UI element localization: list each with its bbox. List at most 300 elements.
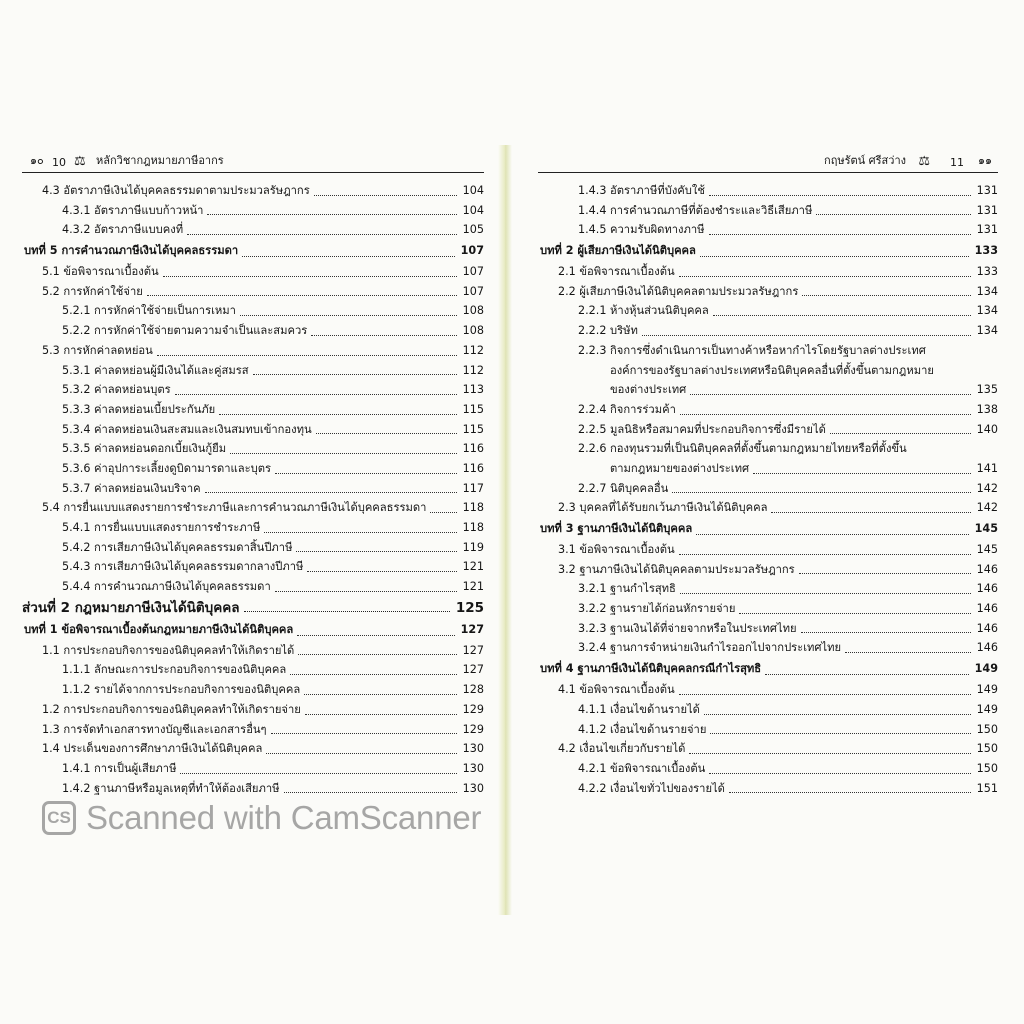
toc-entry [538, 361, 998, 381]
toc-entry-number: บทที่ 2 [540, 244, 574, 258]
toc-entry-text: ข้อพิจารณาเบื้องต้น [610, 761, 706, 775]
dotted-leader [430, 512, 457, 513]
toc-page-number: 149 [976, 683, 998, 697]
dotted-leader [704, 714, 971, 715]
dotted-leader [266, 753, 457, 754]
book-title: หลักวิชากฎหมายภาษีอากร [96, 154, 224, 167]
toc-entry-title [62, 660, 286, 680]
toc-entry-text: อัตราภาษีแบบคงที่ [94, 223, 184, 237]
toc-entry-title [578, 439, 907, 459]
toc-page-number: 134 [976, 284, 998, 298]
toc-entry-text: ฐานภาษีเงินได้นิติบุคคลกรณีกำไรสุทธิ [577, 662, 762, 676]
toc-entry-text: บุคคลที่ได้รับยกเว้นภาษีเงินได้นิติบุคคล [579, 501, 768, 515]
toc-entry-number: 4.1.1 [578, 702, 607, 716]
toc-entry-title [578, 301, 709, 321]
toc-entry [22, 420, 484, 440]
toc-page-number: 128 [462, 683, 484, 697]
toc-entry-text: ฐานภาษีหรือมูลเหตุที่ทำให้ต้องเสียภาษี [94, 781, 280, 795]
toc-entry-title [62, 321, 307, 341]
toc-page-number: 104 [462, 184, 484, 197]
toc-page-number: 116 [462, 442, 484, 456]
toc-entry-text: การหักค่าใช้จ่ายเป็นการเหมา [94, 304, 236, 318]
dotted-leader [290, 674, 457, 675]
toc-entry [538, 181, 998, 201]
dotted-leader [709, 773, 971, 774]
dotted-leader [710, 733, 971, 734]
toc-entry-number: 5.3.1 [62, 363, 91, 377]
toc-entry-title [42, 181, 310, 201]
dotted-leader [187, 234, 457, 235]
dotted-leader [816, 214, 971, 215]
left-page [22, 150, 484, 910]
toc-entry-title [62, 439, 226, 459]
toc-entry-title [62, 201, 203, 221]
dotted-leader [271, 733, 457, 734]
dotted-leader [700, 256, 969, 257]
toc-entry-title [578, 619, 797, 639]
toc-entry [22, 439, 484, 459]
toc-entry [22, 341, 484, 361]
toc-entry-text: ห้างหุ้นส่วนนิติบุคคล [610, 304, 709, 318]
toc-entry-text: การคำนวณภาษีเงินได้บุคคลธรรมดา [94, 580, 271, 594]
toc-entry-text: การประกอบกิจการของนิติบุคคลทำให้เกิดรายจ่าย [63, 702, 301, 716]
toc-entry [22, 459, 484, 479]
dotted-leader [689, 753, 971, 754]
toc-entry [538, 779, 998, 799]
toc-entry-number: 2.2.5 [578, 422, 607, 436]
toc-entry [22, 240, 484, 262]
toc-page-number: 129 [462, 722, 484, 736]
toc-entry-number: 4.3.1 [62, 203, 91, 217]
toc-entry-text: รายได้จากการประกอบกิจการของนิติบุคคล [94, 683, 301, 697]
toc-entry-text: การคำนวณภาษีที่ต้องชำระและวิธีเสียภาษี [610, 203, 813, 217]
toc-entry-text: ข้อพิจารณาเบื้องต้น [579, 265, 675, 279]
dotted-leader [311, 335, 457, 336]
toc-entry [538, 201, 998, 221]
toc-page-number: 129 [462, 702, 484, 716]
toc-entry-title [62, 557, 303, 577]
camscanner-logo-icon: CS [42, 801, 76, 835]
toc-entry-number: 4.3 [42, 184, 60, 197]
toc-page-number: 121 [462, 560, 484, 574]
toc-page-number: 121 [462, 580, 484, 594]
toc-entry-text: ค่าลดหย่อนผู้มีเงินได้และคู่สมรส [94, 363, 249, 377]
toc-entry-title [42, 341, 153, 361]
toc-entry [22, 201, 484, 221]
toc-entry-title [558, 282, 798, 302]
toc-entry [22, 321, 484, 341]
dotted-leader [801, 632, 971, 633]
toc-page-number: 146 [976, 641, 998, 655]
toc-page-number: 149 [976, 702, 998, 716]
toc-entry-text: กิจการร่วมค้า [610, 402, 676, 416]
toc-entry [22, 181, 484, 201]
toc-entry-text: บริษัท [610, 324, 638, 338]
book-gutter [498, 145, 512, 915]
toc-page-number: 112 [462, 343, 484, 357]
dotted-leader [679, 276, 971, 277]
toc-entry-title [610, 380, 686, 400]
toc-entry [538, 658, 998, 680]
toc-entry [538, 680, 998, 700]
toc-entry-number: 4.3.2 [62, 223, 91, 237]
toc-entry-number: 1.1.1 [62, 663, 91, 677]
toc-entry [22, 282, 484, 302]
toc-entry-title [62, 301, 236, 321]
toc-entry-number: 2.2 [558, 284, 576, 298]
toc-entry [538, 301, 998, 321]
toc-entry-number: 1.2 [42, 702, 60, 716]
toc-entry-title [540, 518, 692, 540]
toc-page-number: 125 [455, 599, 484, 616]
toc-entry-title [610, 459, 749, 479]
toc-entry [22, 680, 484, 700]
toc-entry-title [578, 341, 926, 361]
toc-entry [538, 400, 998, 420]
toc-entry-text: การยื่นแบบแสดงรายการชำระภาษีและการคำนวณภาษีเงินได้บุคคลธรรมดา [63, 501, 427, 515]
toc-entry [538, 341, 998, 361]
toc-entry [538, 638, 998, 658]
toc-page-number: 119 [462, 540, 484, 554]
toc-page-number: 116 [462, 461, 484, 475]
toc-entry-text: ค่าลดหย่อนเงินบริจาค [94, 481, 201, 495]
toc-entry-text: ข้อพิจารณาเบื้องต้นกฎหมายภาษีเงินได้นิติบุคคล [61, 622, 294, 636]
toc-entry-title [62, 220, 183, 240]
dotted-leader [175, 394, 457, 395]
page-number-thai: ๑๐ [30, 154, 44, 167]
toc-entry [538, 560, 998, 580]
toc-entry-number: 5.3.2 [62, 383, 91, 397]
toc-entry [22, 700, 484, 720]
toc-entry-text: ข้อพิจารณาเบื้องต้น [579, 683, 675, 697]
toc-entry-title [558, 560, 795, 580]
scales-of-justice-icon: ⚖ [74, 154, 86, 169]
toc-entry [22, 759, 484, 779]
toc-entry [538, 739, 998, 759]
toc-page-number: 142 [976, 501, 998, 515]
toc-page-number: 131 [976, 184, 998, 197]
toc-entry [22, 498, 484, 518]
toc-entry-title [578, 479, 668, 499]
dotted-leader [316, 433, 457, 434]
toc-entry-title [578, 321, 638, 341]
toc-entry-title [24, 619, 293, 641]
toc-entry-number: บทที่ 4 [540, 662, 574, 676]
toc-entry-text: ของต่างประเทศ [610, 383, 687, 397]
toc-entry-number: 3.2.2 [578, 602, 607, 616]
toc-entry-text: การยื่นแบบแสดงรายการชำระภาษี [94, 521, 261, 534]
toc-entry [538, 282, 998, 302]
toc-entry-text: การเสียภาษีเงินได้บุคคลธรรมดากลางปีภาษี [94, 560, 304, 574]
toc-entry-title [558, 498, 767, 518]
toc-entry-text: ผู้เสียภาษีเงินได้นิติบุคคลตามประมวลรัษฎากร [579, 284, 799, 298]
toc-page-number: 107 [462, 265, 484, 279]
toc-entry [538, 579, 998, 599]
toc-page-number: 118 [462, 501, 484, 515]
toc-entry-number: 2.1 [558, 265, 576, 279]
toc-entry-title [42, 282, 143, 302]
toc-entry [22, 577, 484, 597]
toc-entry-title [578, 720, 706, 740]
dotted-leader [207, 214, 457, 215]
toc-page-number: 113 [462, 383, 484, 397]
toc-page-number: 151 [976, 781, 998, 795]
toc-entry [22, 538, 484, 558]
dotted-leader [729, 792, 971, 793]
toc-entry [22, 557, 484, 577]
toc-entry-number: 5.2.1 [62, 304, 91, 318]
toc-entry-title [42, 498, 426, 518]
dotted-leader [314, 195, 457, 196]
toc-entry-text: มูลนิธิหรือสมาคมที่ประกอบกิจการซึ่งมีรายได้ [610, 422, 826, 436]
toc-entry-title [540, 658, 761, 680]
dotted-leader [242, 256, 455, 257]
toc-entry-text: เงื่อนไขเกี่ยวกับรายได้ [579, 742, 686, 756]
toc-entry [22, 380, 484, 400]
toc-entry [22, 660, 484, 680]
toc-entry [538, 321, 998, 341]
toc-entry [538, 700, 998, 720]
toc-entry-title [62, 538, 292, 558]
toc-entry-title [22, 597, 240, 619]
dotted-leader [709, 195, 971, 196]
dotted-leader [642, 335, 971, 336]
toc-page-number: 108 [462, 324, 484, 338]
dotted-leader [753, 473, 971, 474]
toc-entry-title [62, 759, 176, 779]
toc-entry-number: 4.2 [558, 742, 576, 756]
dotted-leader [305, 714, 457, 715]
toc-entry-title [578, 201, 812, 221]
toc-entry [538, 498, 998, 518]
toc-entry-text: ค่าลดหย่อนดอกเบี้ยเงินกู้ยืม [94, 442, 227, 456]
toc-entry-number: 2.2.4 [578, 402, 607, 416]
toc-entry-text: ฐานเงินได้ที่จ่ายจากหรือในประเทศไทย [610, 621, 797, 635]
toc-page-number: 133 [976, 265, 998, 279]
toc-entry-text: การหักค่าลดหย่อน [63, 343, 153, 357]
toc-page-number: 142 [976, 481, 998, 495]
toc-page-number: 141 [976, 461, 998, 475]
camscanner-watermark [42, 798, 481, 838]
toc-page-number: 105 [462, 223, 484, 237]
toc-entry-number: 5.4.1 [62, 521, 91, 534]
toc-entry-text: ค่าลดหย่อนบุตร [94, 383, 171, 397]
toc-entry-text: ลักษณะการประกอบกิจการของนิติบุคคล [94, 663, 287, 677]
dotted-leader [690, 394, 971, 395]
toc-entry [538, 518, 998, 540]
toc-entry [22, 361, 484, 381]
dotted-leader [304, 694, 457, 695]
toc-entry [538, 220, 998, 240]
dotted-leader [244, 611, 450, 612]
dotted-leader [765, 674, 969, 675]
dotted-leader [230, 453, 457, 454]
toc-entry-number: 1.4.3 [578, 184, 607, 197]
toc-entry-text: กฎหมายภาษีเงินได้นิติบุคคล [74, 599, 240, 616]
toc-entry-text: การจัดทำเอกสารทางบัญชีและเอกสารอื่นๆ [63, 722, 267, 736]
toc-entry-number: ส่วนที่ 2 [22, 599, 71, 616]
toc-page-number: 112 [462, 363, 484, 377]
toc-page-number: 131 [976, 223, 998, 237]
toc-page-number: 117 [462, 481, 484, 495]
toc-entry [22, 779, 484, 799]
toc-entry-title [540, 240, 696, 262]
toc-entry-title [558, 739, 685, 759]
toc-entry-text: อัตราภาษีแบบก้าวหน้า [94, 203, 204, 217]
toc-entry-title [42, 641, 294, 661]
toc-entry-title [578, 420, 826, 440]
toc-page-number: 115 [462, 422, 484, 436]
toc-page-number: 130 [462, 761, 484, 775]
dotted-leader [147, 295, 457, 296]
toc-entry-title [62, 518, 260, 538]
dotted-leader [771, 512, 971, 513]
toc-page-number: 150 [976, 742, 998, 756]
toc-entry-title [24, 240, 238, 262]
toc-entry-number: 1.4.1 [62, 761, 91, 775]
toc-page-number: 115 [462, 402, 484, 416]
toc-entry [22, 262, 484, 282]
toc-page-number: 133 [974, 244, 998, 258]
toc-page-number: 140 [976, 422, 998, 436]
toc-entry-number: 5.3.6 [62, 461, 91, 475]
toc-entry-title [62, 361, 249, 381]
toc-entry-number: 2.2.3 [578, 343, 607, 357]
toc-entry-number: 2.2.6 [578, 442, 607, 456]
toc-entry-number: 1.3 [42, 722, 60, 736]
dotted-leader [240, 315, 457, 316]
toc-entry-title [578, 579, 676, 599]
toc-entry [22, 400, 484, 420]
toc-entry-number: 1.1 [42, 643, 60, 657]
toc-entry [22, 518, 484, 538]
toc-entry-number: 5.4.2 [62, 540, 91, 554]
toc-page-number: 131 [976, 203, 998, 217]
left-page-header [22, 150, 484, 173]
dotted-leader [275, 591, 457, 592]
toc-entry-text: การหักค่าใช้จ่ายตามความจำเป็นและสมควร [94, 324, 308, 338]
toc-page-number: 107 [460, 244, 484, 258]
dotted-leader [845, 652, 971, 653]
toc-entry-text: องค์การของรัฐบาลต่างประเทศหรือนิติบุคคลอื่นที่ตั้งขึ้นตามกฎหมาย [610, 363, 934, 377]
scales-of-justice-icon: ⚖ [918, 154, 930, 169]
toc-entry-text: กองทุนรวมที่เป็นนิติบุคคลที่ตั้งขึ้นตามกฎหมายไทยหรือที่ตั้งขึ้น [610, 442, 907, 456]
toc-entry [22, 220, 484, 240]
toc-entry-title [578, 759, 705, 779]
toc-entry-title [42, 262, 159, 282]
dotted-leader [163, 276, 457, 277]
toc-entry [538, 380, 998, 400]
toc-entry-text: ข้อพิจารณาเบื้องต้น [579, 543, 675, 556]
toc-entry-number: 5.3.5 [62, 442, 91, 456]
toc-entry [538, 439, 998, 459]
right-page [538, 150, 998, 910]
toc-entry-text: กิจการซึ่งดำเนินการเป็นทางค้าหรือหากำไรโดยรัฐบาลต่างประเทศ [610, 343, 926, 357]
toc-entry-title [578, 638, 841, 658]
toc-entry-number: 5.2 [42, 284, 60, 298]
toc-entry-number: 4.2.2 [578, 781, 607, 795]
toc-entry-title [62, 479, 201, 499]
toc-entry-title [558, 680, 675, 700]
toc-page-number: 104 [462, 203, 484, 217]
toc-entry-title [62, 680, 300, 700]
dotted-leader [739, 613, 971, 614]
toc-entry-number: 3.1 [558, 543, 576, 556]
toc-entry-text: การหักค่าใช้จ่าย [63, 284, 143, 298]
toc-page-number: 150 [976, 722, 998, 736]
dotted-leader [802, 295, 971, 296]
toc-entry [22, 597, 484, 619]
toc-entry-text: เงื่อนไขด้านรายได้ [610, 702, 700, 716]
toc-page-number: 146 [976, 602, 998, 616]
toc-entry [22, 720, 484, 740]
toc-entry-text: อัตราภาษีเงินได้บุคคลธรรมดาตามประมวลรัษฎากร [63, 184, 310, 197]
dotted-leader [679, 694, 971, 695]
toc-page-number: 130 [462, 742, 484, 756]
toc-page-number: 134 [976, 324, 998, 338]
toc-entry-text: ฐานกำไรสุทธิ [610, 582, 676, 596]
toc-entry [538, 599, 998, 619]
dotted-leader [219, 414, 457, 415]
toc-entry [538, 720, 998, 740]
toc-entry [538, 479, 998, 499]
toc-entry-text: ประเด็นของการศึกษาภาษีเงินได้นิติบุคคล [63, 742, 263, 756]
toc-page-number: 108 [462, 304, 484, 318]
toc-entry-number: 4.2.1 [578, 761, 607, 775]
toc-entry-number: 1.4.4 [578, 203, 607, 217]
toc-entry-text: การเป็นผู้เสียภาษี [94, 761, 177, 775]
toc-entry-text: การประกอบกิจการของนิติบุคคลทำให้เกิดรายได้ [63, 643, 295, 657]
toc-entry-text: ข้อพิจารณาเบื้องต้น [63, 265, 159, 279]
toc-entry-number: 1.1.2 [62, 683, 91, 697]
toc-page-number: 118 [462, 521, 484, 534]
toc-entry-number: 1.4 [42, 742, 60, 756]
page-number-thai: ๑๑ [978, 154, 992, 167]
toc-entry-title [42, 720, 267, 740]
dotted-leader [180, 773, 457, 774]
dotted-leader [298, 654, 457, 655]
toc-entry-number: 4.1 [558, 683, 576, 697]
dotted-leader [297, 635, 455, 636]
dotted-leader [264, 532, 457, 533]
toc-entry [538, 420, 998, 440]
toc-entry-number: 3.2.3 [578, 621, 607, 635]
dotted-leader [680, 593, 971, 594]
dotted-leader [284, 792, 457, 793]
toc-entry-text: ฐานภาษีเงินได้นิติบุคคลตามประมวลรัษฎากร [579, 562, 795, 576]
toc-entry-number: 5.1 [42, 265, 60, 279]
toc-page-number: 146 [976, 562, 998, 576]
toc-entry-number: 4.1.2 [578, 722, 607, 736]
toc-page-number: 127 [462, 663, 484, 677]
toc-entry-text: อัตราภาษีที่บังคับใช้ [610, 184, 705, 197]
toc-entry-number: 1.4.5 [578, 223, 607, 237]
toc-entry-number: 5.4.3 [62, 560, 91, 574]
toc-entry-number: บทที่ 3 [540, 522, 574, 535]
toc-entry [538, 619, 998, 639]
dotted-leader [680, 414, 971, 415]
toc-entry-title [62, 400, 215, 420]
toc-page-number: 130 [462, 781, 484, 795]
toc-entry-title [42, 700, 301, 720]
toc-entry-title [558, 540, 675, 560]
toc-page-number: 127 [462, 643, 484, 657]
toc-entry-text: ตามกฎหมายของต่างประเทศ [610, 461, 750, 475]
toc-entry-number: 5.3.7 [62, 481, 91, 495]
dotted-leader [157, 355, 457, 356]
toc-page-number: 127 [460, 622, 484, 636]
toc-entry [538, 459, 998, 479]
